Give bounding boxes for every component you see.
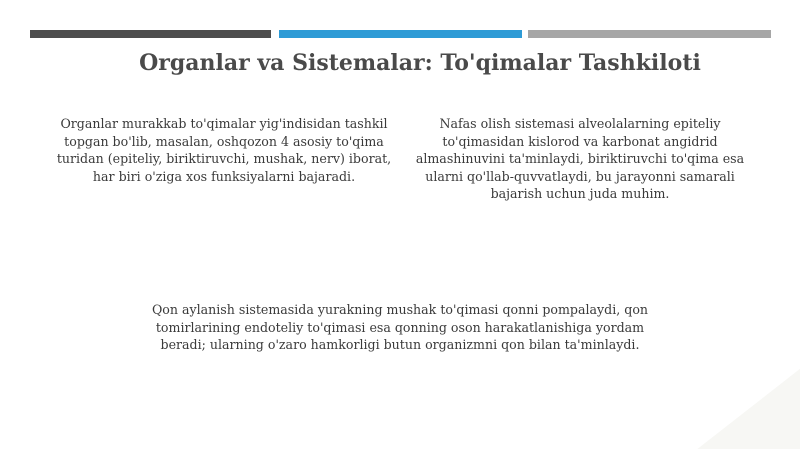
paragraph-organs: Organlar murakkab to'qimalar yig'indisidan tashkil topgan bo'lib, masalan, oshqozon 4 asosiy to'qima turidan (epiteliy, biriktiruvchi, mushak, nerv) iborat, har biri o'ziga xos funksiyalarni bajaradi. bbox=[56, 116, 392, 184]
accent-bar-dark bbox=[30, 30, 271, 38]
accent-bar-gray bbox=[528, 30, 771, 38]
header-accent-bars bbox=[30, 30, 771, 38]
accent-bar-blue bbox=[279, 30, 522, 38]
paragraph-respiratory-system: Nafas olish sistemasi alveolalarning epiteliy to'qimasidan kislorod va karbonat angidrid almashinuvini ta'minlaydi, biriktiruvchi to'qima esa ularni qo'llab-quvvatlaydi, bu jarayonni samarali bajarish uchun juda muhim. bbox=[415, 116, 745, 201]
slide-title: Organlar va Sistemalar: To'qimalar Tashkiloti bbox=[139, 50, 701, 76]
paragraph-circulatory-system: Qon aylanish sistemasida yurakning mushak to'qimasi qonni pompalaydi, qon tomirlarining endoteliy to'qimasi esa qonning oson harakatlanishiga yordam beradi; ularning o'zaro hamkorligi butun organizmni qon bilan ta'minlaydi. bbox=[151, 302, 649, 352]
